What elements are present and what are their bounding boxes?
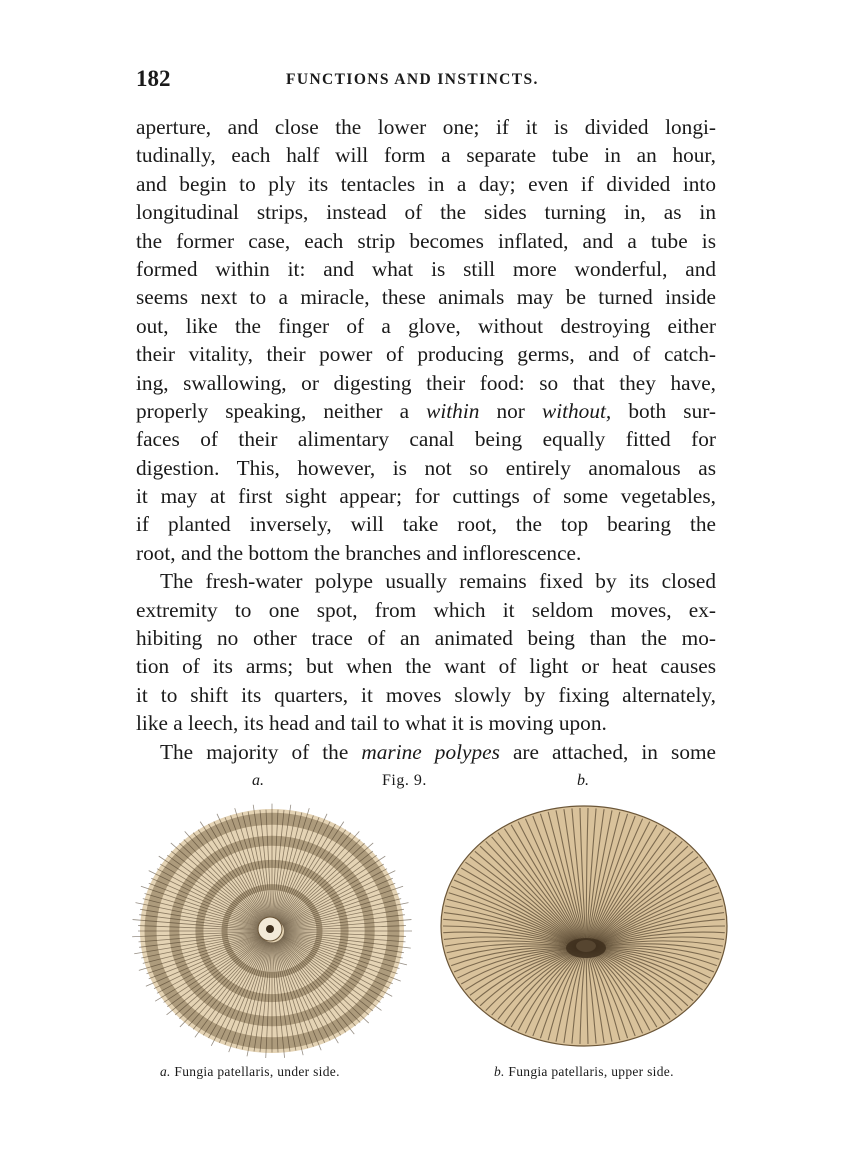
emphasis-marine-polypes: marine polypes [361, 739, 500, 764]
emphasis-without: without, [542, 398, 612, 423]
text-line: faces of their alimentary canal being equally fitted for [136, 427, 716, 452]
text-run: properly speaking, neither a [136, 398, 427, 423]
text-line: it may at first sight appear; for cuttings of some vegetables, [136, 484, 716, 509]
text-line: it to shift its quarters, it moves slowly by fixing alternately, [136, 682, 716, 707]
text-line: tion of its arms; but when the want of light or heat causes [136, 654, 716, 679]
text-line: ing, swallowing, or digesting their food: so that they have, [136, 370, 716, 395]
page-header [136, 66, 716, 96]
text-line: hibiting no other trace of an animated being than the mo- [136, 626, 716, 651]
text-run: are attached, in some [499, 739, 716, 764]
text-line: tudinally, each half will form a separate tube in an hour, [136, 143, 716, 168]
text-line-with-emphasis [136, 397, 716, 425]
text-line: like a leech, its head and tail to what it is moving upon. [136, 711, 607, 736]
caption-a-letter: a. [160, 1064, 171, 1079]
caption-b [494, 1064, 674, 1080]
text-line: their vitality, their power of producing germs, and of catch- [136, 342, 716, 367]
fungia-upper-side-illustration [440, 800, 730, 1050]
caption-b-letter: b. [494, 1064, 505, 1079]
central-depression [566, 938, 606, 958]
caption-a [160, 1064, 340, 1080]
figure-b-label: b. [577, 772, 589, 789]
figure-labels [136, 772, 716, 796]
text-run: both sur- [611, 398, 716, 423]
emphasis-within: within [426, 398, 480, 423]
body-text [136, 113, 716, 766]
text-run: The majority of the [160, 739, 362, 764]
text-line: longitudinal strips, instead of the sides turning in, as in [136, 200, 716, 225]
text-line: seems next to a miracle, these animals may be turned inside [136, 285, 716, 310]
text-run: nor [479, 398, 542, 423]
fungia-under-side-illustration [132, 803, 417, 1058]
text-line-with-emphasis [136, 738, 716, 766]
caption-a-text: Fungia patellaris, under side. [170, 1064, 340, 1079]
text-line: the former case, each strip becomes inflated, and a tube is [136, 228, 716, 253]
caption-b-text: Fungia patellaris, upper side. [504, 1064, 674, 1079]
figure-a-label: a. [252, 772, 264, 789]
text-line: and begin to ply its tentacles in a day; even if divided into [136, 171, 716, 196]
text-line: extremity to one spot, from which it seldom moves, ex- [136, 597, 716, 622]
page-number: 182 [136, 66, 171, 91]
running-title: FUNCTIONS AND INSTINCTS. [286, 71, 539, 88]
text-line: formed within it: and what is still more wonderful, and [136, 256, 716, 281]
figure-title: Fig. 9. [382, 772, 427, 789]
text-line: aperture, and close the lower one; if it is divided longi- [136, 115, 716, 139]
text-line: root, and the bottom the branches and inflorescence. [136, 540, 582, 565]
text-line: out, like the finger of a glove, without destroying either [136, 313, 716, 338]
text-line: The fresh-water polype usually remains fixed by its closed [160, 569, 716, 594]
central-pore [266, 925, 274, 933]
text-line: if planted inversely, will take root, the top bearing the [136, 512, 716, 537]
text-line: digestion. This, however, is not so entirely anomalous as [136, 455, 716, 480]
